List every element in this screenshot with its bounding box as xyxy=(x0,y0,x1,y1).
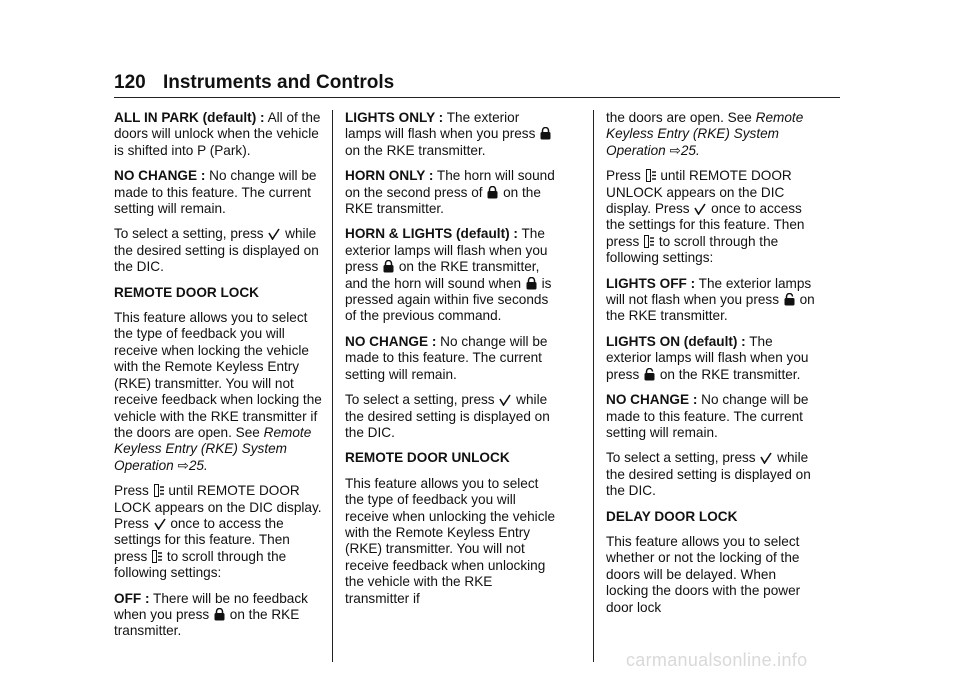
paragraph xyxy=(606,276,818,325)
cross-reference[interactable]: Remote Keyless Entry (RKE) System Operation xyxy=(606,110,804,158)
column-3 xyxy=(606,110,818,625)
cross-reference[interactable]: Remote Keyless Entry (RKE) System Operation xyxy=(114,424,312,473)
text: on the RKE transmitter. xyxy=(345,184,541,217)
text: the doors are open. See xyxy=(606,110,752,125)
text: There will be no feedback when you press xyxy=(114,590,308,622)
paragraph: the doors are open. See Remote Keyless Entry (RKE) System Operation ⇨25. xyxy=(606,110,804,158)
text: No change will be made to this feature. The current setting will remain. xyxy=(345,333,548,382)
text: To select a setting, press xyxy=(606,450,756,466)
text: once to access the settings for this feature. Then press xyxy=(606,201,805,249)
paragraph xyxy=(606,392,818,441)
checkmark-icon xyxy=(694,203,706,215)
text: The exterior lamps will flash when you press xyxy=(345,226,548,275)
setting-label: LIGHTS OFF : xyxy=(606,275,696,291)
unlock-key-icon xyxy=(784,293,795,306)
lock-key-icon xyxy=(526,277,537,290)
paragraph xyxy=(345,334,557,383)
paragraph xyxy=(345,110,557,159)
setting-label: LIGHTS ONLY : xyxy=(345,110,444,125)
section-heading: REMOTE DOOR LOCK xyxy=(114,284,259,300)
paragraph xyxy=(114,226,326,275)
lock-key-icon xyxy=(214,608,225,621)
setting-label: OFF : xyxy=(114,590,150,606)
text: once to access the settings for this feature. Then press xyxy=(114,515,290,564)
page-ref-arrow: ⇨ xyxy=(669,142,681,158)
text: The exterior lamps will flash when you press xyxy=(345,110,536,142)
text: This feature allows you to select whether or not the locking of the doors will be delayed. When locking the doors with the power door lock xyxy=(606,533,801,615)
setting-text: No change will be made to this feature. The current setting will remain. xyxy=(114,168,317,217)
setting-label: ALL IN PARK (default) : xyxy=(114,110,265,125)
paragraph xyxy=(345,168,557,217)
page-reference[interactable]: 25 xyxy=(680,142,696,158)
setting-label: NO CHANGE : xyxy=(606,392,698,408)
section-heading: REMOTE DOOR UNLOCK xyxy=(345,450,510,466)
page-number: 120 xyxy=(114,72,146,93)
text: The exterior lamps will not flash when you press xyxy=(606,275,812,308)
column-2 xyxy=(345,110,557,616)
paragraph xyxy=(114,591,326,640)
paragraph xyxy=(606,168,818,266)
paragraph xyxy=(345,392,557,441)
column-divider xyxy=(593,110,594,662)
text: To select a setting, press xyxy=(345,392,495,408)
setting-text: All of the doors will unlock when the vehicle is shifted into P (Park). xyxy=(114,110,321,158)
text: on the RKE transmitter. xyxy=(606,292,815,324)
paragraph xyxy=(606,450,818,499)
text: while the desired setting is displayed on the DIC. xyxy=(345,392,550,440)
text: Press xyxy=(114,483,149,499)
paragraph xyxy=(114,483,326,581)
setting-label: HORN ONLY : xyxy=(345,168,434,184)
unlock-key-icon xyxy=(644,368,655,381)
watermark: carmanualsonline.info xyxy=(626,650,808,670)
menu-scroll-icon xyxy=(152,550,162,563)
page-header xyxy=(114,72,394,94)
checkmark-icon xyxy=(154,518,166,530)
text: on the RKE transmitter, and the horn will sound when xyxy=(345,259,540,291)
lock-key-icon xyxy=(383,260,394,273)
setting-label: NO CHANGE : xyxy=(114,168,206,184)
paragraph xyxy=(114,110,326,159)
lock-key-icon xyxy=(540,127,551,140)
setting-label: NO CHANGE : xyxy=(345,333,437,349)
text: is pressed again within five seconds of the previous command. xyxy=(345,275,552,324)
text: while the desired setting is displayed on the DIC. xyxy=(606,450,811,499)
text: to scroll through the following settings: xyxy=(114,548,287,581)
column-divider xyxy=(332,110,333,662)
text: To select a setting, press xyxy=(114,226,264,242)
checkmark-icon xyxy=(499,394,511,406)
page-reference[interactable]: 25 xyxy=(188,457,204,473)
text: on the RKE transmitter. xyxy=(114,606,300,639)
text: on the RKE transmitter. xyxy=(345,142,486,158)
text: while the desired setting is displayed on the DIC. xyxy=(114,226,319,275)
setting-label: LIGHTS ON (default) : xyxy=(606,333,746,349)
text: to scroll through the following settings: xyxy=(606,233,779,266)
paragraph: This feature allows you to select the type of feedback you will receive when locking the vehicle with the Remote Keyless Entry (RKE) transmitter. You will not receive feedback when locking the vehicle with the RKE transmitter if the doors are open. See Remote Keyless Entry (RKE) System Operation ⇨25. xyxy=(114,310,322,473)
paragraph xyxy=(345,226,557,324)
paragraph xyxy=(345,476,557,607)
text: until REMOTE DOOR LOCK appears on the DIC display. Press xyxy=(114,483,322,531)
menu-scroll-icon xyxy=(646,169,656,182)
text: No change will be made to this feature. The current setting will remain. xyxy=(606,392,809,440)
paragraph xyxy=(114,168,326,217)
header-rule xyxy=(114,97,840,98)
section-heading: DELAY DOOR LOCK xyxy=(606,508,738,524)
paragraph xyxy=(606,534,818,616)
checkmark-icon xyxy=(268,228,280,240)
paragraph xyxy=(606,334,818,383)
text: This feature allows you to select the type of feedback you will receive when locking the vehicle with the Remote Keyless Entry (RKE) transmitter. You will not receive feedback when locking the vehicle with the RKE transmitter if the doors are open. See xyxy=(114,310,322,440)
menu-scroll-icon xyxy=(644,235,654,248)
section-title: Instruments and Controls xyxy=(162,72,395,93)
text: The horn will sound on the second press of xyxy=(345,168,555,200)
column-1 xyxy=(114,110,326,649)
menu-scroll-icon xyxy=(154,484,164,497)
page-ref-arrow: ⇨ xyxy=(177,457,189,473)
text: on the RKE transmitter. xyxy=(659,366,801,382)
text: The exterior lamps will flash when you press xyxy=(606,333,809,382)
checkmark-icon xyxy=(760,452,772,464)
text: until REMOTE DOOR UNLOCK appears on the DIC display. Press xyxy=(606,168,792,217)
setting-label: HORN & LIGHTS (default) : xyxy=(345,226,518,242)
text: This feature allows you to select the type of feedback you will receive when unlocking the vehicle with the Remote Keyless Entry (RKE) transmitter. You will not receive feedback when unlocking the vehicle with the RKE transmitter if xyxy=(345,475,556,606)
lock-key-icon xyxy=(487,186,498,199)
text: Press xyxy=(606,168,641,184)
